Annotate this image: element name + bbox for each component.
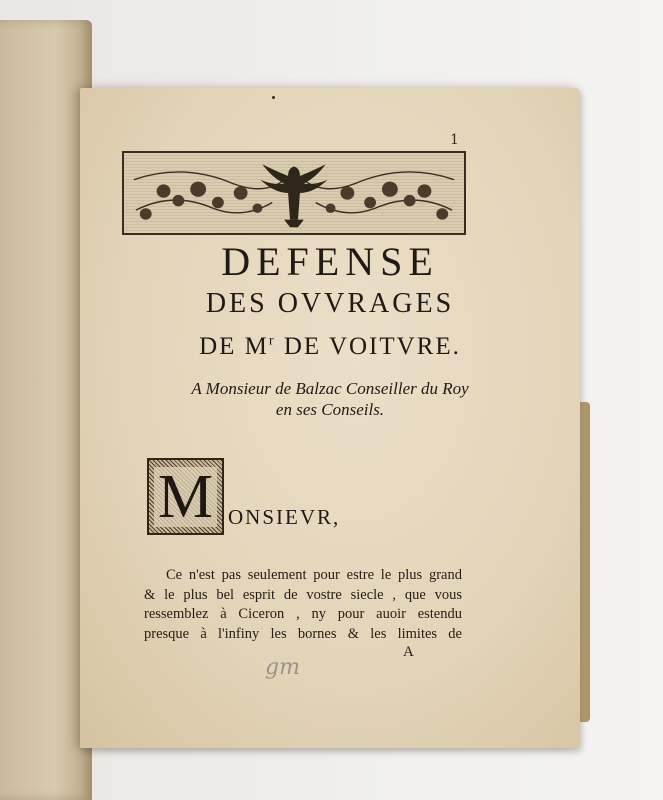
title-defense: DEFENSE (221, 239, 439, 284)
body-line: Ce n'est pas seulement pour estre le plus grand (166, 567, 462, 583)
title-de-m: DE M (199, 333, 269, 360)
page-number: 1 (450, 132, 459, 148)
title-de-voiture (80, 333, 580, 361)
body-line: & le plus bel esprit de vostre siecle , que vous (144, 586, 462, 603)
dedication (80, 378, 580, 420)
title-voiture: DE VOITVRE. (275, 333, 461, 360)
title-superscript-r: r (268, 333, 276, 349)
body-line: presque à l'infiny les bornes & les limites de (144, 625, 462, 642)
ink-dot (272, 96, 275, 99)
body-line: ressemblez à Ciceron , ny pour auoir estendu (144, 606, 462, 622)
left-page-edge (0, 20, 92, 800)
body-text (144, 566, 462, 644)
pencil-mark: gm (265, 655, 300, 680)
dedication-line-2: en ses Conseils. (275, 400, 385, 419)
ornamental-initial-icon (147, 458, 224, 535)
eagle-garland-ornament-icon (122, 151, 466, 235)
dedication-line-1: A Monsieur de Balzac Conseiller du Roy (191, 379, 469, 398)
initial-letter: M (154, 467, 217, 527)
title-des-ouvrages: DES OVVRAGES (205, 288, 455, 319)
salutation: ONSIEVR, (228, 505, 341, 529)
catchword: A (403, 644, 414, 660)
